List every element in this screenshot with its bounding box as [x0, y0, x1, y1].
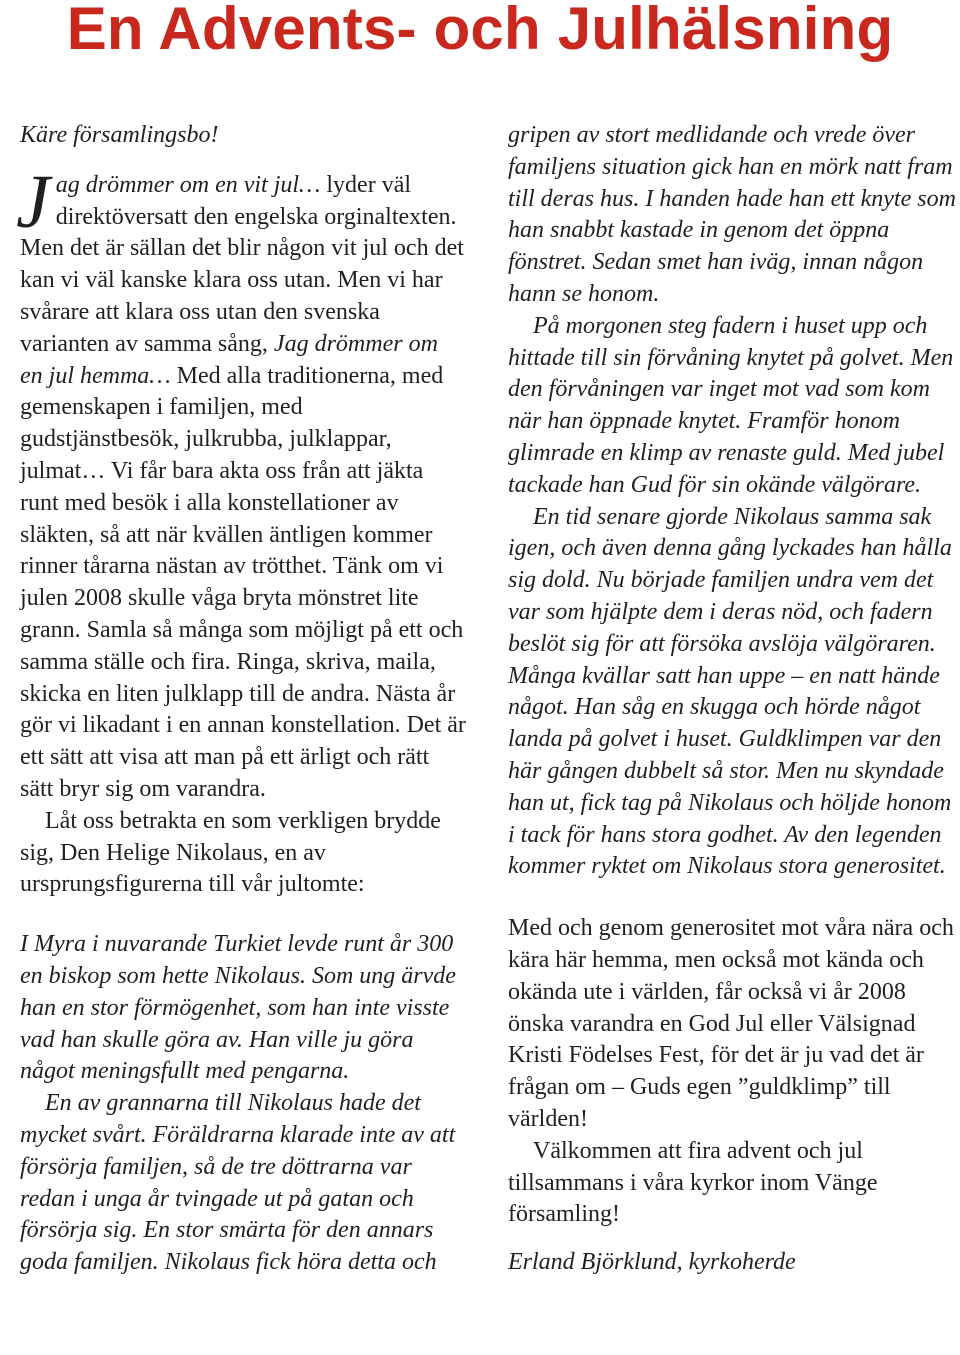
- intro-text-2: Med alla traditionerna, med gemenskapen i familjen, med gudstjänstbesök, julkrubba, julklappar, julmat… Vi får bara akta oss från att jäkta runt med besök i alla konstellationer av släkten, så att när kvällen äntligen kommer rinner tårarna nästan av trötthet. Tänk om vi julen 2008 skulle våga bryta mönstret lite grann. Samla så många som möjligt på ett och samma ställe och fira. Ringa, skriva, maila, skicka en liten julklapp till de andra. Nästa år gör vi likadant i en annan konstellation. Det är ett sätt att visa att man på ett ärligt och rätt sätt bryr sig om varandra.: [20, 362, 466, 802]
- intro-lead: ag drömmer om en vit jul…: [55, 171, 321, 198]
- right-column: [508, 120, 960, 1279]
- signature: Erland Björklund, kyrkoherde: [508, 1249, 796, 1276]
- story-paragraph-2: En av grannarna till Nikolaus hade det mycket svårt. Föräldrarna klarade inte av att försörja familjen, så de tre döttrarna var redan i unga år tvingade ut på gatan och försörja sig. En stor smärta för den annars goda familjen. Nikolaus fick höra detta och: [20, 1090, 456, 1276]
- story-paragraph-4: En tid senare gjorde Nikolaus samma sak igen, och även denna gång lyckades han hålla sig dold. Nu började familjen undra vem det var som hjälpte dem i deras nöd, och fadern beslöt sig för att försöka avslöja välgöraren. Många kvällar satt han uppe – en natt hände något. Han såg en skugga och hörde något landa på golvet i huset. Guldklimpen var den här gången dubbelt så stor. Men nu skyndade han ut, fick tag på Nikolaus och höljde honom i tack för hans stora godhet. Av den legenden kommer ryktet om Nikolaus stora generositet.: [508, 503, 952, 880]
- story-continuation: gripen av stort medlidande och vrede över familjens situation gick han en mörk natt fram till deras hus. I handen hade han ett knyte som han snabbt kastade in genom det öppna fönstret. Sedan smet han iväg, innan någon hann se honom.: [508, 122, 956, 307]
- intro-text-1: lyder väl direktöversatt den engelska orginaltexten. Men det är sällan det blir någon vit jul och det kan vi väl kanske klara oss utan. Men vi har svårare att klara oss utan den svenska varianten av samma sång,: [20, 171, 464, 357]
- nikolaus-intro-paragraph: Låt oss betrakta en som verkligen brydde sig, Den Helige Nikolaus, en av ursprungsfigurerna till vår jultomte:: [20, 807, 441, 898]
- drop-cap: J: [16, 159, 50, 244]
- story-paragraph-1: I Myra i nuvarande Turkiet levde runt år 300 en biskop som hette Nikolaus. Som ung ärvde han en stor förmögenhet, som han inte visste vad han skulle göra av. Han ville ju göra något meningsfullt med pengarna.: [20, 931, 456, 1085]
- left-column: [16, 120, 466, 1279]
- intro-paragraph: [16, 159, 466, 806]
- page-title: En Advents- och Julhälsning: [66, 0, 894, 62]
- salutation: Käre församlingsbo!: [20, 122, 219, 148]
- story-paragraph-3: På morgonen steg fadern i huset upp och hittade till sin förvåning knytet på golvet. Men den förvåningen var inget mot vad som kom när han öppnade knytet. Framför honom glimrade en klimp av renaste guld. Med jubel tackade han Gud för sin okände välgörare.: [508, 312, 954, 498]
- closing-paragraph-2: Välkommen att fira advent och jul tillsammans i våra kyrkor inom Vänge församling!: [508, 1137, 878, 1228]
- closing-paragraph-1: Med och genom generositet mot våra nära och kära här hemma, men också mot kända och okända ute i världen, får också vi år 2008 önska varandra en God Jul eller Välsignad Kristi Födelses Fest, för det är ju vad det är frågan om – Guds egen ”guldklimp” till världen!: [508, 915, 954, 1132]
- song-title: Jag drömmer om en jul hemma…: [20, 330, 438, 389]
